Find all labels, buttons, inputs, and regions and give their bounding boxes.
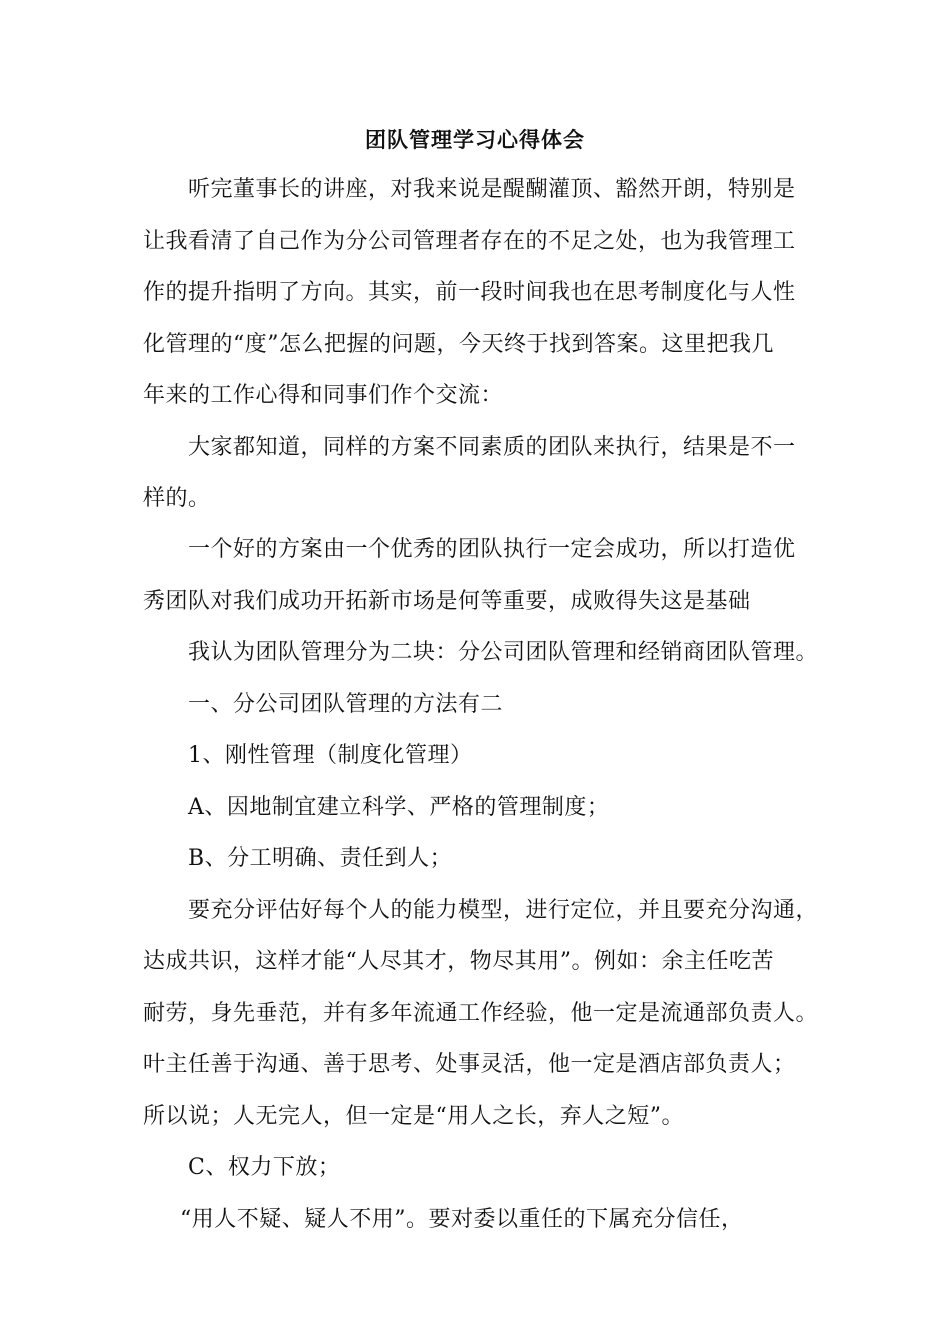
paragraph-line: 化管理的“度”怎么把握的问题，今天终于找到答案。这里把我几	[143, 332, 774, 357]
paragraph-line: 要充分评估好每个人的能力模型，进行定位，并且要充分沟通，	[188, 898, 819, 923]
paragraph-line: 所以说；人无完人，但一定是“用人之长，弃人之短”。	[143, 1104, 684, 1129]
section-heading: 一、分公司团队管理的方法有二	[188, 692, 504, 717]
paragraph-line: 达成共识，这样才能“人尽其才，物尽其用”。例如：余主任吃苦	[143, 949, 774, 974]
paragraph-line: 耐劳，身先垂范，并有多年流通工作经验，他一定是流通部负责人。	[143, 1001, 819, 1026]
paragraph-line: “用人不疑、疑人不用”。要对委以重任的下属充分信任，	[180, 1207, 744, 1232]
paragraph-line: 叶主任善于沟通、善于思考、处事灵活，他一定是酒店部负责人；	[143, 1052, 796, 1077]
paragraph-line: 作的提升指明了方向。其实，前一段时间我也在思考制度化与人性	[143, 280, 796, 305]
paragraph-line: 一个好的方案由一个优秀的团队执行一定会成功，所以打造优	[188, 537, 796, 562]
paragraph-line: 秀团队对我们成功开拓新市场是何等重要，成败得失这是基础	[143, 589, 751, 614]
list-item: B、分工明确、责任到人；	[188, 846, 453, 871]
list-item: C、权力下放；	[188, 1155, 341, 1180]
document-title: 团队管理学习心得体会	[365, 128, 585, 152]
paragraph-line: 听完董事长的讲座，对我来说是醍醐灌顶、豁然开朗，特别是	[188, 177, 796, 202]
paragraph-line: 我认为团队管理分为二块：分公司团队管理和经销商团队管理。	[188, 640, 819, 665]
paragraph-line: 年来的工作心得和同事们作个交流：	[143, 383, 504, 408]
paragraph-line: 样的。	[143, 486, 211, 511]
list-item: A、因地制宜建立科学、严格的管理制度；	[188, 795, 610, 820]
paragraph-line: 大家都知道，同样的方案不同素质的团队来执行，结果是不一	[188, 435, 796, 460]
subsection-heading: 1、刚性管理（制度化管理）	[188, 743, 473, 768]
paragraph-line: 让我看清了自己作为分公司管理者存在的不足之处，也为我管理工	[143, 229, 796, 254]
